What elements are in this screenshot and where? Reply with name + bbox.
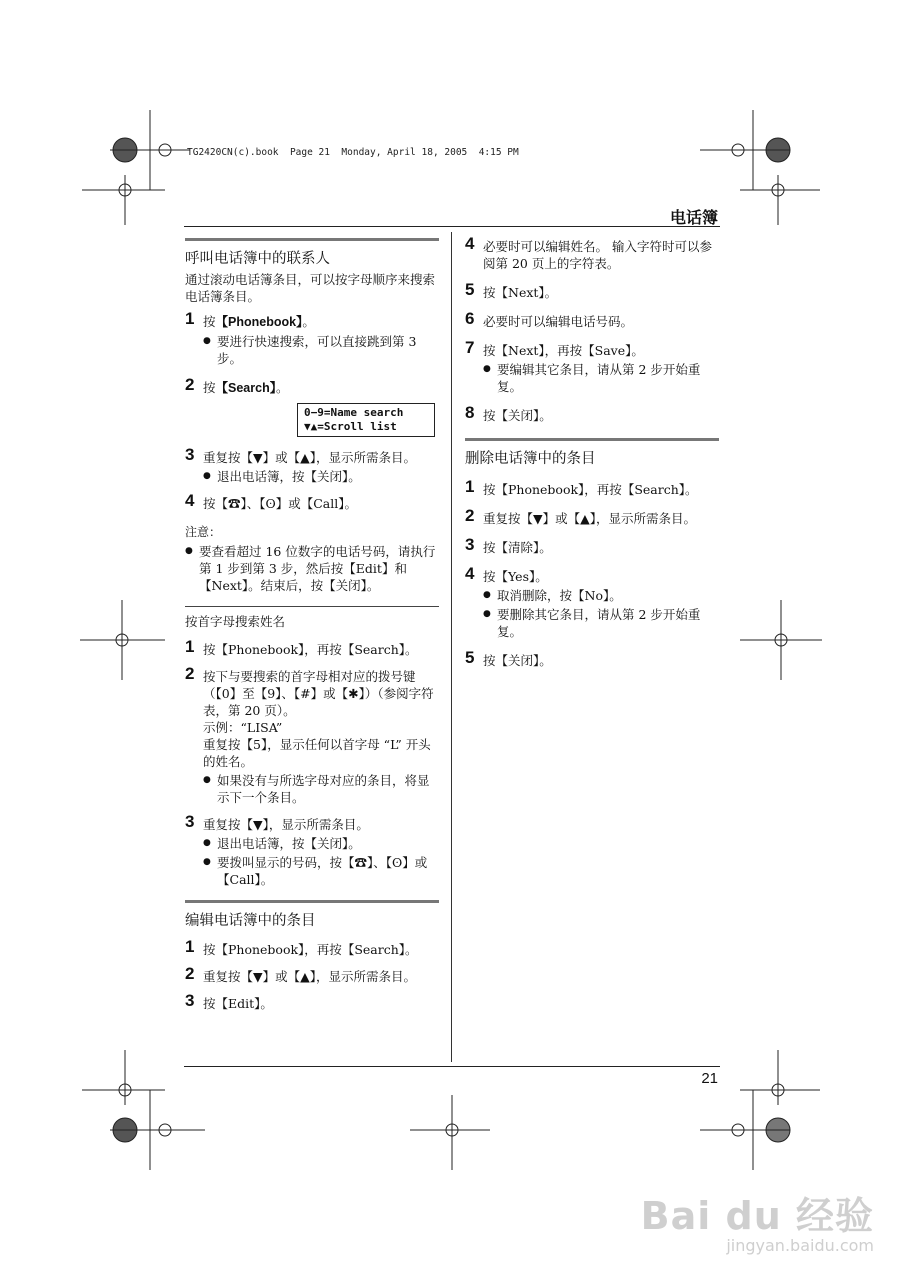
note-text: ● 要查看超过 16 位数字的电话号码，请执行第 1 步到第 3 步，然后按【Edit】和【Next】。结束后，按【关闭】。 (185, 543, 439, 594)
step-number: 8 (465, 403, 475, 422)
column-divider (451, 232, 452, 1062)
heading-edit-entry: 编辑电话簿中的条目 (185, 900, 439, 931)
step-2 (185, 664, 439, 806)
intro-text: 通过滚动电话簿条目，可以按字母顺序来搜索电话簿条目。 (185, 272, 436, 304)
key-label: 【Search】 (215, 381, 276, 395)
step-3 (185, 991, 439, 1012)
step-text: 按【Yes】。 (483, 569, 548, 584)
bullet: ● 要编辑其它条目，请从第 2 步开始重复。 (483, 361, 719, 395)
step-number: 6 (465, 309, 475, 328)
step-text-end: 。 (275, 380, 289, 395)
section-title: 电话簿 (669, 208, 718, 227)
step-8 (465, 403, 719, 424)
key-label: 【Phonebook】 (215, 315, 303, 329)
step-3 (185, 445, 439, 485)
step-3 (465, 535, 719, 556)
watermark-brand: Bai du 经验 (640, 1194, 874, 1238)
step-text: 按下与要搜索的首字母相对应的拨号键（【0】至【9】、【#】或【✱】）（参阅字符表，第 20 页）。 (203, 669, 434, 718)
step-4 (185, 491, 439, 512)
heading-call-contact: 呼叫电话簿中的联系人 (185, 238, 439, 269)
heading-delete-entry: 删除电话簿中的条目 (465, 438, 719, 469)
example-text: 重复按【5】，显示任何以首字母 “L” 开头的姓名。 (203, 737, 431, 769)
left-column (185, 238, 439, 1012)
bullet: ● 退出电话簿，按【关闭】。 (203, 835, 439, 852)
step-1 (185, 937, 439, 958)
step-number: 1 (185, 309, 195, 328)
step-1 (185, 309, 439, 367)
heading-search-by-letter: 按首字母搜索姓名 (185, 606, 439, 631)
step-1 (465, 477, 719, 498)
example-label: 示例：“LISA” (203, 720, 283, 735)
step-4 (465, 234, 719, 272)
watermark (641, 1185, 874, 1255)
step-number: 4 (185, 491, 195, 510)
step-2 (185, 375, 439, 397)
step-number: 3 (185, 991, 195, 1010)
step-number: 5 (465, 648, 475, 667)
step-4 (465, 564, 719, 640)
step-text: 重复按【▼】或【▲】，显示所需条目。 (483, 511, 696, 526)
step-number: 4 (465, 564, 475, 583)
lcd-line-2: ▼▲=Scroll list (304, 420, 397, 433)
step-1 (185, 637, 439, 658)
step-number: 2 (185, 375, 195, 394)
step-text: 按【Phonebook】，再按【Search】。 (483, 482, 698, 497)
bullet: ● 要删除其它条目，请从第 2 步开始重复。 (483, 606, 719, 640)
step-text: 必要时可以编辑电话号码。 (483, 314, 634, 329)
step-text: 按【Phonebook】，再按【Search】。 (203, 642, 418, 657)
step-text: 按【关闭】。 (483, 653, 552, 668)
step-number: 3 (185, 812, 195, 831)
step-2 (465, 506, 719, 527)
step-number: 4 (465, 234, 475, 253)
step-text: 重复按【▼】或【▲】，显示所需条目。 (203, 450, 416, 465)
bullet: ● 如果没有与所选字母对应的条目，将显示下一个条目。 (203, 772, 439, 806)
step-text: 按【Phonebook】，再按【Search】。 (203, 942, 418, 957)
step-6 (465, 309, 719, 330)
step-5 (465, 648, 719, 669)
step-number: 2 (185, 964, 195, 983)
step-text: 按【Edit】。 (203, 996, 273, 1011)
bullet: ● 退出电话簿，按【关闭】。 (203, 468, 439, 485)
step-number: 2 (465, 506, 475, 525)
step-text: 按 (203, 314, 216, 329)
step-text: 按【Next】，再按【Save】。 (483, 343, 644, 358)
bullet: ● 取消删除，按【No】。 (483, 587, 719, 604)
step-text: 按【☎】、【ʘ】或【Call】。 (203, 496, 358, 511)
step-number: 1 (185, 937, 195, 956)
note-title: 注意： (185, 525, 222, 539)
header-rule (184, 226, 720, 227)
right-column (465, 234, 719, 669)
step-number: 3 (185, 445, 195, 464)
step-3 (185, 812, 439, 888)
step-number: 3 (465, 535, 475, 554)
footer-rule (184, 1066, 720, 1067)
watermark-url: jingyan.baidu.com (726, 1236, 874, 1255)
bullet: ● 要拨叫显示的号码，按【☎】、【ʘ】或【Call】。 (203, 854, 439, 888)
step-number: 2 (185, 664, 195, 683)
print-header: TG2420CN(c).book Page 21 Monday, April 18, 2005 4:15 PM (187, 147, 519, 158)
step-number: 5 (465, 280, 475, 299)
lcd-line-1: 0−9=Name search (304, 406, 404, 419)
step-2 (185, 964, 439, 985)
step-text-end: 。 (302, 314, 315, 329)
step-text: 必要时可以编辑姓名。 输入字符时可以参阅第 20 页上的字符表。 (483, 239, 712, 271)
step-text: 重复按【▼】或【▲】，显示所需条目。 (203, 969, 416, 984)
step-number: 7 (465, 338, 475, 357)
step-text: 重复按【▼】，显示所需条目。 (203, 817, 369, 832)
lcd-display (297, 403, 435, 437)
step-5 (465, 280, 719, 301)
step-number: 1 (465, 477, 475, 496)
step-text: 按【Next】。 (483, 285, 558, 300)
page-number: 21 (701, 1070, 718, 1087)
step-number: 1 (185, 637, 195, 656)
step-text: 按【关闭】。 (483, 408, 552, 423)
step-text: 按【清除】。 (483, 540, 552, 555)
step-7 (465, 338, 719, 395)
step-text: 按 (203, 380, 216, 395)
bullet: ● 要进行快速搜索，可以直接跳到第 3 步。 (203, 333, 439, 367)
